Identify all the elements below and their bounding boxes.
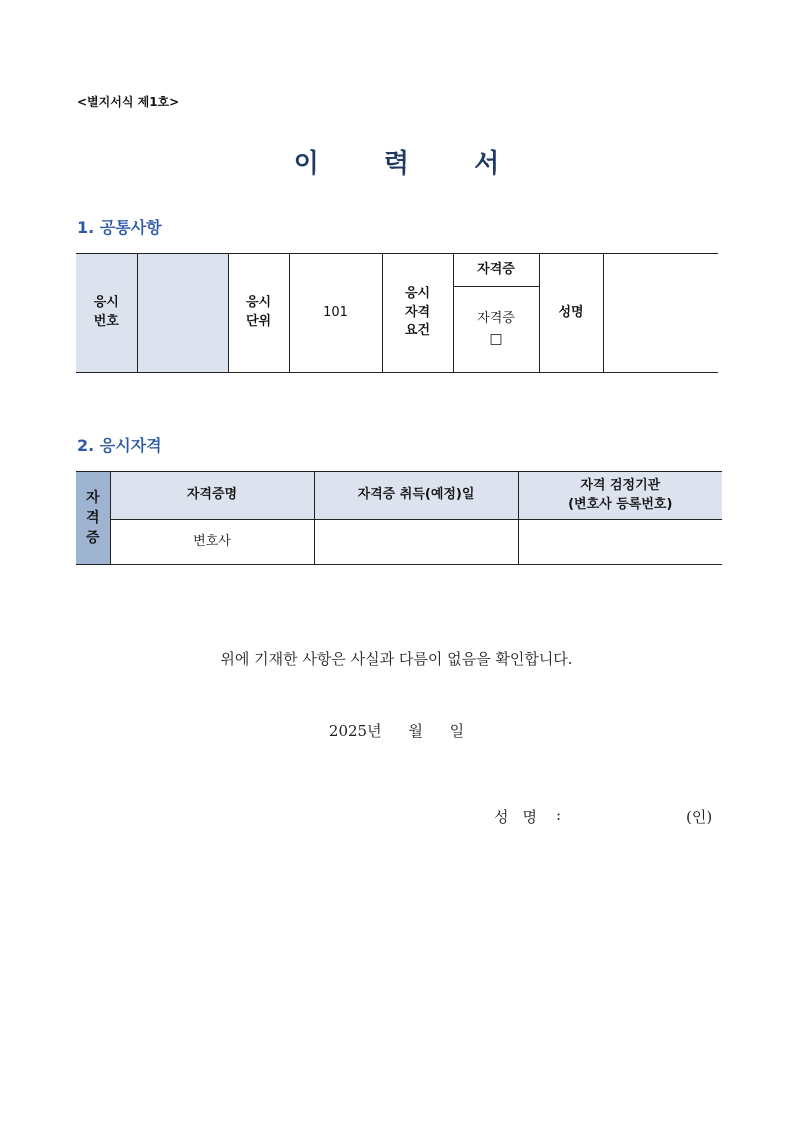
side-label-char2: 격	[85, 509, 100, 526]
name-label: 성명	[539, 254, 603, 373]
confirmation-statement: 위에 기재한 사항은 사실과 다름이 없음을 확인합니다.	[220, 650, 573, 668]
column-header-cert-name: 자격증명	[110, 472, 314, 520]
table-row	[76, 520, 722, 565]
date-line: 2025년 월 일	[328, 722, 465, 740]
qualification-side-label	[76, 472, 110, 565]
exam-number-label	[76, 254, 137, 373]
certificate-option-label: 자격증	[477, 310, 515, 326]
exam-unit-label	[228, 254, 289, 373]
column-header-acquired-date: 자격증 취득(예정)일	[314, 472, 518, 520]
column-header-institution-line1: 자격 검정기관	[580, 477, 661, 493]
requirement-label-line3: 요건	[404, 323, 431, 339]
cert-name-value[interactable]: 변호사	[110, 520, 314, 565]
exam-number-value[interactable]	[137, 254, 228, 373]
institution-value[interactable]	[518, 520, 722, 565]
qualification-table	[76, 471, 722, 565]
side-label-char1: 자	[85, 489, 100, 506]
signature-label: 성명	[494, 808, 551, 826]
section-heading-common: 1. 공통사항	[77, 218, 162, 237]
certificate-header: 자격증	[453, 254, 539, 287]
side-label-char3: 증	[85, 530, 100, 547]
column-header-institution	[518, 472, 722, 520]
form-number: <별지서식 제1호>	[77, 95, 180, 109]
common-info-table	[76, 253, 718, 373]
requirement-label-line1: 응시	[404, 285, 431, 301]
name-value[interactable]	[603, 254, 718, 373]
certificate-option-cell[interactable]	[453, 287, 539, 373]
requirement-label-line2: 자격	[404, 304, 431, 320]
checkbox-icon[interactable]: □	[489, 330, 503, 347]
exam-unit-label-line2: 단위	[245, 314, 272, 329]
exam-number-label-line2: 번호	[93, 314, 119, 329]
section-heading-qualification: 2. 응시자격	[77, 436, 162, 455]
acquired-date-value[interactable]	[314, 520, 518, 565]
exam-unit-value[interactable]: 101	[289, 254, 382, 373]
column-header-institution-line2: (변호사 등록번호)	[568, 496, 673, 512]
exam-number-label-line1: 응시	[93, 295, 119, 311]
document-title: 이 력 서	[293, 149, 528, 179]
requirement-label	[382, 254, 453, 373]
signature-colon: :	[556, 806, 562, 824]
seal-mark: (인)	[686, 808, 713, 826]
exam-unit-label-line1: 응시	[245, 295, 272, 311]
